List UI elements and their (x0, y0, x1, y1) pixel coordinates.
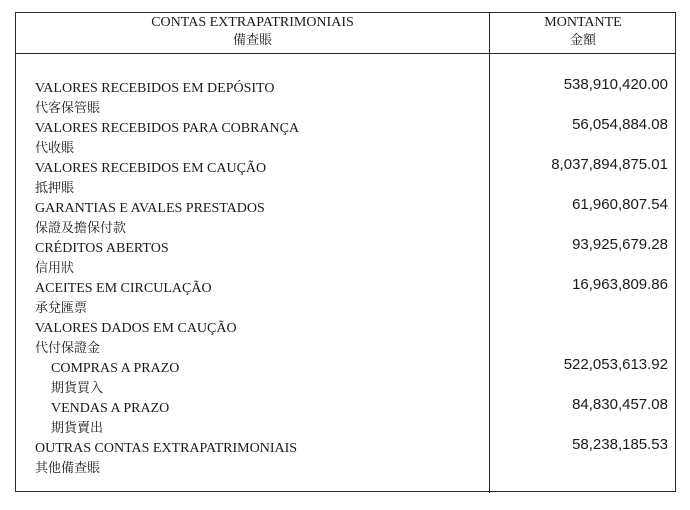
account-name-pt: ACEITES EM CIRCULAÇÃO (35, 281, 212, 296)
account-name-pt: OUTRAS CONTAS EXTRAPATRIMONIAIS (35, 441, 298, 456)
table-row (16, 76, 677, 119)
account-amount: 522,053,613.92 (563, 356, 668, 373)
account-name-pt: VALORES RECEBIDOS EM DEPÓSITO (35, 81, 275, 96)
account-amount: 93,925,679.28 (572, 236, 668, 253)
account-amount: 538,910,420.00 (563, 76, 668, 93)
account-name-pt: CRÉDITOS ABERTOS (35, 241, 169, 256)
account-name-pt: VALORES RECEBIDOS PARA COBRANÇA (35, 121, 300, 136)
account-name-pt: VALORES DADOS EM CAUÇÃO (35, 321, 237, 336)
account-name-zh: 承兌匯票 (35, 301, 88, 316)
header-amount-pt: MONTANTE (544, 15, 622, 30)
account-name-pt: VALORES RECEBIDOS EM CAUÇÃO (35, 161, 267, 176)
table-row (16, 276, 677, 319)
account-amount: 56,054,884.08 (572, 116, 668, 133)
account-name-pt: VENDAS A PRAZO (51, 401, 170, 416)
account-name-zh: 抵押賬 (35, 181, 75, 196)
account-amount: 61,960,807.54 (572, 196, 668, 213)
header-accounts (16, 14, 489, 50)
table-row (16, 196, 677, 239)
account-amount: 16,963,809.86 (572, 276, 668, 293)
account-name-zh: 期貨賣出 (51, 421, 104, 436)
account-name-zh: 代付保證金 (35, 341, 101, 356)
header-amount-zh: 金額 (569, 33, 596, 48)
table-row (16, 116, 677, 159)
table-row (16, 436, 677, 479)
account-name-pt: COMPRAS A PRAZO (51, 361, 180, 376)
table-row (16, 156, 677, 199)
account-name-zh: 期貨買入 (51, 381, 104, 396)
account-name-pt: GARANTIAS E AVALES PRESTADOS (35, 201, 265, 216)
table-row (16, 319, 677, 359)
table-row (16, 396, 677, 439)
header-accounts-zh: 備查賬 (232, 33, 272, 48)
header-accounts-pt: CONTAS EXTRAPATRIMONIAIS (151, 15, 354, 30)
off-balance-sheet-table (15, 12, 676, 492)
header-amount (490, 14, 676, 50)
account-name-zh: 其他備查賬 (35, 461, 101, 476)
account-name-zh: 代客保管賬 (35, 101, 101, 116)
header-divider (16, 53, 675, 54)
table-row (16, 236, 677, 279)
account-name-zh: 代收賬 (35, 141, 75, 156)
account-amount: 84,830,457.08 (572, 396, 668, 413)
account-name-zh: 保證及擔保付款 (35, 221, 127, 236)
account-amount: 8,037,894,875.01 (551, 156, 668, 173)
account-amount: 58,238,185.53 (572, 436, 668, 453)
account-name-zh: 信用狀 (35, 261, 75, 276)
table-row (16, 356, 677, 399)
